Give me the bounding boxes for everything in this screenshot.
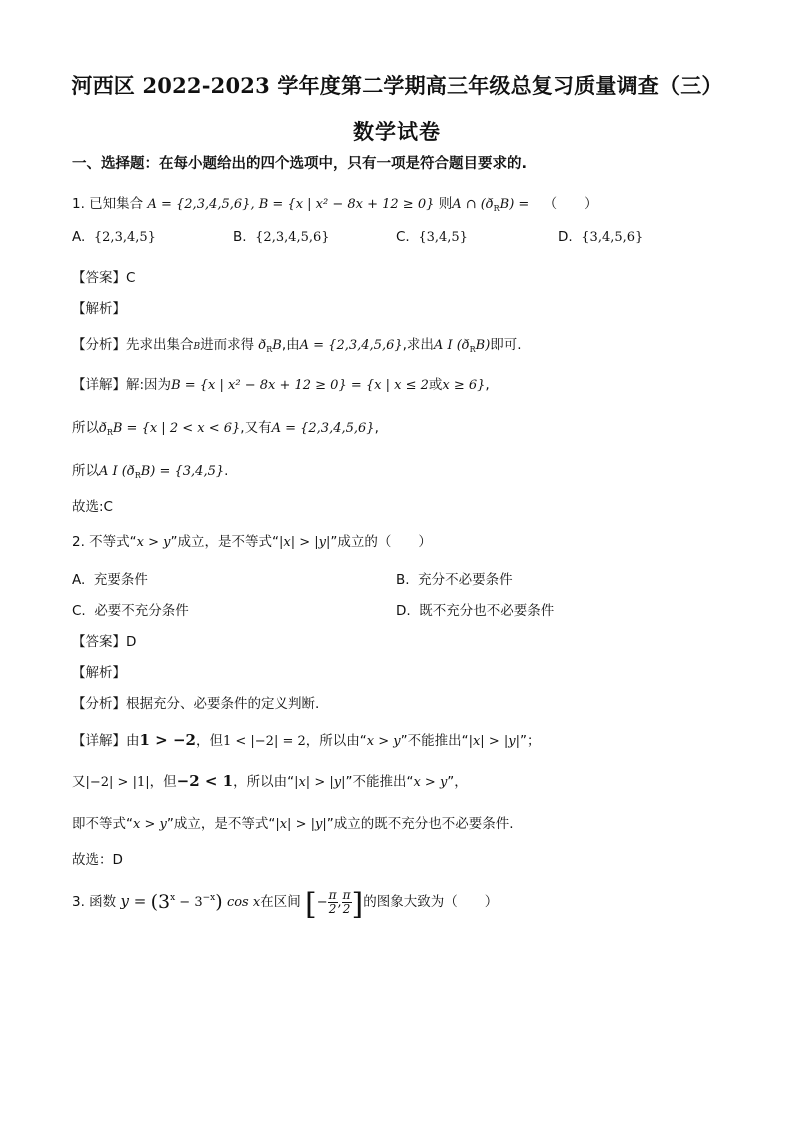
q1-detail-line-3 xyxy=(72,459,228,480)
q1-l2-a: A = {2,3,4,5,6} xyxy=(271,421,375,436)
q1-option-a-label: A. xyxy=(72,229,86,245)
q1-expr-sub: R xyxy=(493,204,500,213)
q1-option-c-label: C. xyxy=(396,229,410,245)
q1-answer: 【答案】C xyxy=(72,270,136,286)
q2-d2-mid3: ”不能推出“ xyxy=(345,774,414,790)
q2-d2-mid2: ，所以由“ xyxy=(233,774,295,790)
q1-fenxi-cb-end: B xyxy=(272,338,282,353)
q2-option-d-label: D. xyxy=(396,603,411,619)
q2-option-c xyxy=(72,599,189,619)
q2-d1-mid2: ，所以由“ xyxy=(305,733,367,749)
q2-d2-abs: |x| > |y| xyxy=(294,775,346,790)
q1-l3-expr: A I (ð xyxy=(99,464,135,479)
q1-detail-line-2 xyxy=(72,416,379,437)
q1-fenxi-mid2: ,由 xyxy=(281,337,300,353)
q2-detail-line-3 xyxy=(72,812,514,832)
q2-detail-line-1 xyxy=(72,729,540,749)
q1-l2-expr: ð xyxy=(99,421,107,436)
q1-option-b-label: B. xyxy=(233,229,247,245)
q1-detail-b: B = {x | x² − 8x + 12 ≥ 0} = {x | x ≤ 2 xyxy=(171,378,429,393)
q1-l2-end: B = {x | 2 < x < 6} xyxy=(112,421,241,436)
q2-d2-mid: ，但 xyxy=(149,774,177,790)
q1-fenxi-mid3: ,求出 xyxy=(402,337,434,353)
q2-option-b xyxy=(396,568,513,588)
q1-analysis-label: 【解析】 xyxy=(72,301,126,317)
q1-answer-paren: （ ） xyxy=(543,196,598,212)
q1-prompt-pre: 1. 已知集合 xyxy=(72,196,144,212)
q1-fenxi-expr-end: B) xyxy=(475,338,491,353)
q2-answer: 【答案】D xyxy=(72,634,137,650)
q1-fenxi-a: A = {2,3,4,5,6} xyxy=(299,338,403,353)
q1-fenxi-expr-sub: R xyxy=(469,345,476,354)
q3-exp1: x xyxy=(170,893,176,903)
q2-d2-ineq2: −2 < 1 xyxy=(176,772,234,790)
q3-pi1: π xyxy=(328,887,337,902)
q3-two2: 2 xyxy=(342,901,351,916)
q2-d1-pre: 【详解】由 xyxy=(72,733,140,749)
q2-option-b-value: 充分不必要条件 xyxy=(418,572,513,588)
q1-detail-pre: 【详解】解:因为 xyxy=(72,377,172,393)
q2-d1-mid3: ”不能推出“ xyxy=(400,733,469,749)
q2-d1-xy: x > y xyxy=(366,734,401,749)
q2-d3-end: ”成立的既不充分也不必要条件. xyxy=(326,816,514,832)
q3-pi2: π xyxy=(342,887,351,902)
q2-d1-ineq2: 1 < |−2| = 2 xyxy=(222,734,306,749)
document-title: 河西区 2022-2023 学年度第二学期高三年级总复习质量调查（三） xyxy=(71,73,723,98)
q3-frac-1 xyxy=(328,889,338,916)
q1-choice: 故选:C xyxy=(72,499,113,515)
document-subtitle: 数学试卷 xyxy=(353,119,441,144)
q1-fenxi-b: B xyxy=(193,342,201,352)
q2-d2-xy: x > y xyxy=(413,775,448,790)
q1-fenxi-pre: 【分析】先求出集合 xyxy=(72,337,194,353)
q3-cos: cos x xyxy=(226,895,261,910)
q2-analysis-label: 【解析】 xyxy=(72,665,126,681)
q2-d1-mid: ，但 xyxy=(195,733,223,749)
q1-fenxi-end: 即可. xyxy=(490,337,522,353)
q2-option-c-value: 必要不充分条件 xyxy=(94,603,189,619)
q3-pre: 3. 函数 xyxy=(72,894,117,910)
q3-minus: − 3 xyxy=(175,895,203,910)
q1-detail-tail: , xyxy=(485,377,490,393)
q2-d3-mid: ”成立，是不等式“ xyxy=(166,816,276,832)
q1-set-b: , B = {x | x² − 8x + 12 ≥ 0} xyxy=(250,197,435,212)
q1-set-a: A = {2,3,4,5,6} xyxy=(147,197,251,212)
q1-fenxi-cb: ð xyxy=(258,338,267,353)
q3-two1: 2 xyxy=(328,901,337,916)
q1-detail-line-1 xyxy=(72,373,490,393)
q2-d1-abs: |x| > |y| xyxy=(468,734,520,749)
q1-expr-end: B) = xyxy=(499,197,530,212)
q1-fenxi xyxy=(72,333,522,354)
q3-rbracket: ] xyxy=(351,887,364,922)
q1-fenxi-cb-sub: R xyxy=(266,345,273,354)
q2-option-a-value: 充要条件 xyxy=(93,572,148,588)
q1-l3-pre: 所以 xyxy=(72,463,99,479)
q3-lparen: (3 xyxy=(150,891,171,913)
q1-option-a xyxy=(72,229,156,245)
q1-detail-end: x ≥ 6} xyxy=(442,378,486,393)
q2-option-a xyxy=(72,568,148,588)
q2-d1-end: ”； xyxy=(519,733,541,749)
q2-p2: ”成立，是不等式“ xyxy=(170,534,280,550)
q1-expr: A ∩ (ð xyxy=(452,197,494,212)
q1-fenxi-expr: A I (ð xyxy=(433,338,470,353)
q2-d2-ineq1: |−2| > |1| xyxy=(85,775,150,790)
q1-prompt-mid: 则 xyxy=(438,196,453,212)
q3-mid: 在区间 xyxy=(260,894,301,910)
q3-end: 的图象大致为（ ） xyxy=(363,894,499,910)
q2-d3-pre: 即不等式“ xyxy=(72,816,133,832)
q1-option-c-value: {3,4,5} xyxy=(418,230,468,245)
q2-option-b-label: B. xyxy=(396,572,410,588)
q1-l3-end: B) = {3,4,5} xyxy=(140,464,225,479)
q1-option-d xyxy=(558,229,643,245)
q1-l3-tail: . xyxy=(224,463,229,479)
q2-d3-xy: x > y xyxy=(133,817,167,832)
q3-neg: − xyxy=(316,895,328,910)
q2-p3: ”成立的（ ） xyxy=(330,534,432,550)
q3-rparen: ) xyxy=(215,891,223,913)
q1-l2-mid: ,又有 xyxy=(240,420,272,436)
q2-d2-pre: 又 xyxy=(72,774,86,790)
q3-exp2: −x xyxy=(202,893,216,903)
q2-fenxi: 【分析】根据充分、必要条件的定义判断. xyxy=(72,696,320,712)
q1-l2-sub: R xyxy=(106,428,113,437)
q1-fenxi-mid: 进而求得 xyxy=(200,337,255,353)
q1-option-b-value: {2,3,4,5,6} xyxy=(255,230,330,245)
q2-option-d xyxy=(396,599,554,619)
q2-d3-abs: |x| > |y| xyxy=(275,817,327,832)
q1-option-d-label: D. xyxy=(558,229,573,245)
q2-d1-ineq1: 1 > −2 xyxy=(139,731,196,749)
q1-option-b xyxy=(233,229,330,245)
q1-option-d-value: {3,4,5,6} xyxy=(581,230,644,245)
q1-detail-or: 或 xyxy=(428,377,443,393)
q2-d2-end: ”， xyxy=(447,774,468,790)
q2-xy: x > y xyxy=(136,535,171,550)
q3-y: y = xyxy=(120,892,147,910)
question-2-prompt xyxy=(72,530,432,550)
q2-detail-line-2 xyxy=(72,770,468,790)
q1-option-a-value: {2,3,4,5} xyxy=(93,230,156,245)
question-3-prompt xyxy=(72,887,498,922)
section-heading: 一、选择题：在每小题给出的四个选项中，只有一项是符合题目要求的. xyxy=(72,156,528,172)
q3-comma: , xyxy=(337,895,342,910)
q3-lbracket: [ xyxy=(305,887,317,922)
q2-option-d-value: 既不充分也不必要条件 xyxy=(419,603,555,619)
q2-option-a-label: A. xyxy=(72,572,86,588)
q1-option-c xyxy=(396,229,468,245)
q2-abs: |x| > |y| xyxy=(279,535,331,550)
q2-option-c-label: C. xyxy=(72,603,86,619)
q1-l2-tail: , xyxy=(374,420,379,436)
q1-l3-sub: R xyxy=(134,471,141,480)
q2-choice: 故选：D xyxy=(72,852,123,868)
q1-l2-pre: 所以 xyxy=(72,420,99,436)
q2-p1: 2. 不等式“ xyxy=(72,534,137,550)
question-1-prompt xyxy=(72,192,598,213)
q3-frac-2 xyxy=(342,889,352,916)
